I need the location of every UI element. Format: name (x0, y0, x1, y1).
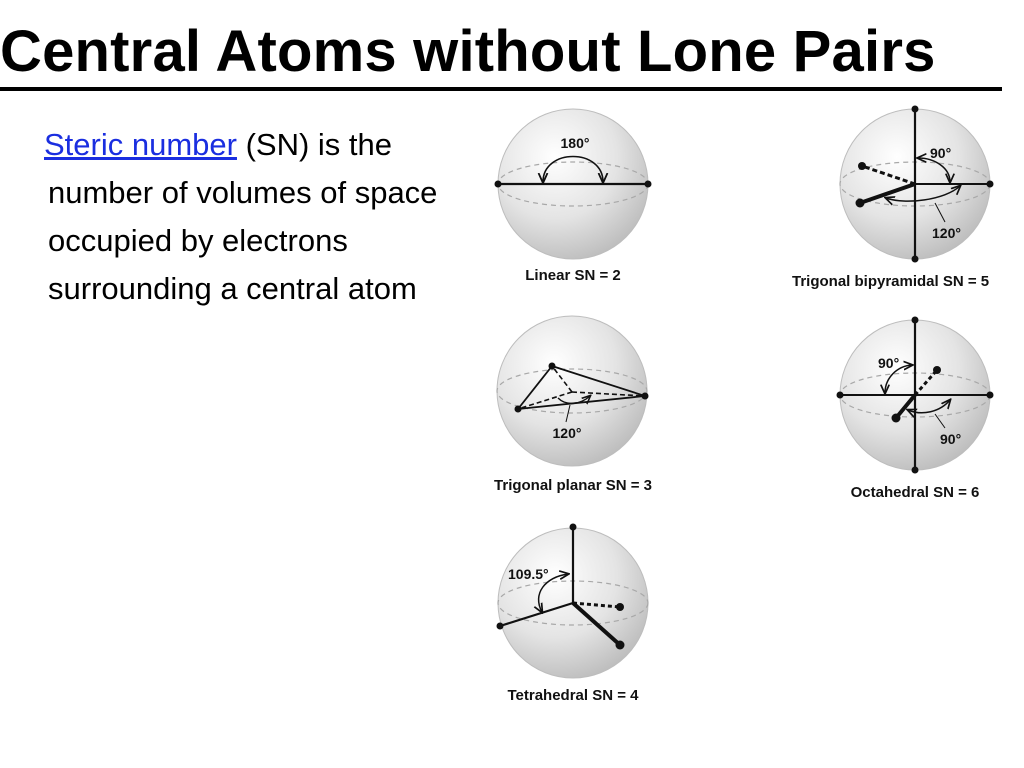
tbp-atom-back (858, 162, 866, 170)
linear-atom-right (645, 181, 652, 188)
linear-label: Linear SN = 2 (525, 267, 621, 284)
tet-atom-back (616, 603, 624, 611)
tetrahedral-label: Tetrahedral SN = 4 (507, 687, 639, 704)
tbp-atom-right (987, 181, 994, 188)
oct-atom-front (892, 414, 901, 423)
trigonal-bipyramidal-label: Trigonal bipyramidal SN = 5 (792, 273, 990, 290)
slide-title: Central Atoms without Lone Pairs (0, 19, 936, 84)
tp-atom-left (515, 406, 522, 413)
tp-angle-label: 120° (552, 425, 582, 441)
trigonal-planar-geometry (494, 316, 652, 494)
oct-atom-back (933, 366, 941, 374)
tbp-equatorial-angle-label: 120° (932, 225, 961, 241)
linear-angle-label: 180° (560, 135, 590, 151)
oct-atom-bottom (912, 467, 919, 474)
tbp-atom-top (912, 106, 919, 113)
tbp-atom-front (856, 199, 865, 208)
tet-angle-label: 109.5° (508, 566, 549, 582)
octahedral-geometry (837, 317, 994, 502)
oct-atom-top (912, 317, 919, 324)
linear-atom-left (495, 181, 502, 188)
tet-atom-up (570, 524, 577, 531)
tbp-atom-bottom (912, 256, 919, 263)
steric-number-link[interactable]: Steric number (44, 127, 237, 162)
definition-rest: (SN) is the number of volumes of space occupied by electrons surrounding a central atom (48, 127, 438, 306)
trigonal-bipyramidal-geometry (792, 106, 994, 291)
tet-atom-front (616, 641, 625, 650)
tet-atom-left (497, 623, 504, 630)
tp-atom-back (549, 363, 556, 370)
tetrahedral-geometry (497, 524, 649, 705)
trigonal-planar-label: Trigonal planar SN = 3 (494, 477, 652, 494)
octahedral-label: Octahedral SN = 6 (850, 484, 980, 501)
oct-angle-label-a: 90° (878, 355, 900, 371)
linear-geometry (495, 109, 652, 284)
tbp-axial-angle-label: 90° (930, 145, 952, 161)
oct-atom-right (987, 392, 994, 399)
oct-atom-left (837, 392, 844, 399)
tp-atom-right (642, 393, 649, 400)
oct-angle-label-b: 90° (940, 431, 962, 447)
